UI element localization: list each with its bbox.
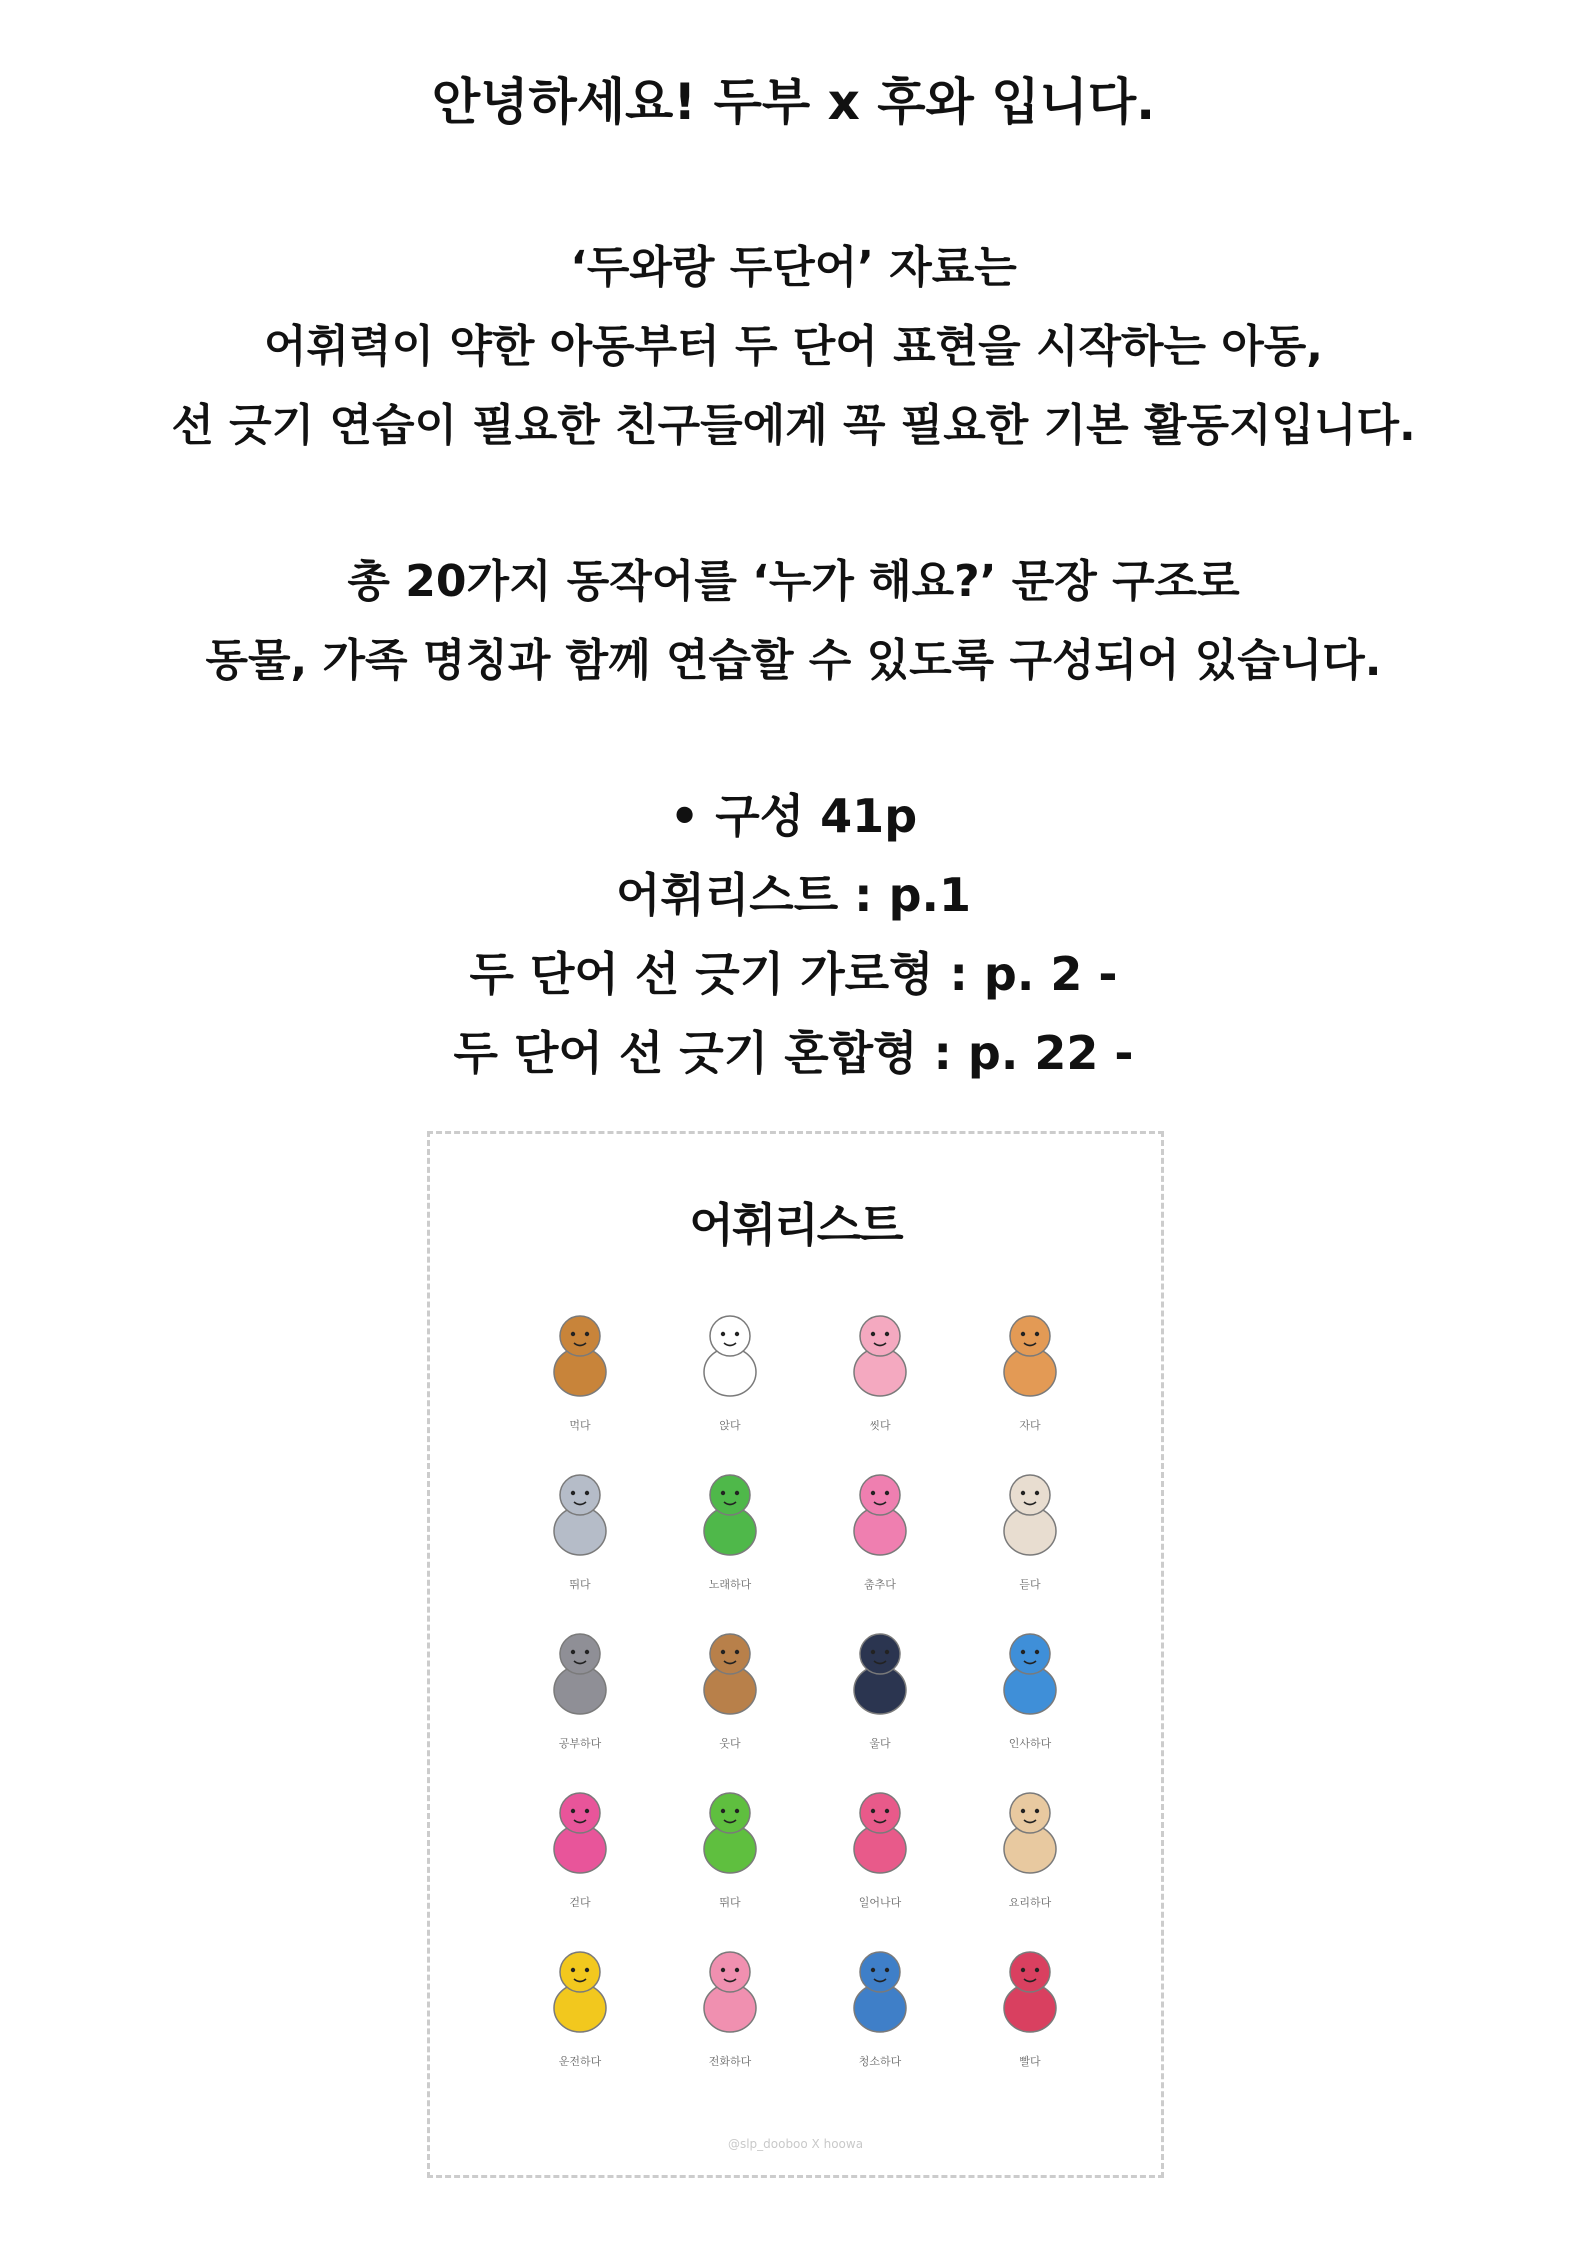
- chef-cooking-icon: [985, 1781, 1075, 1881]
- polar-bear-sitting-icon: [685, 1304, 775, 1404]
- mouse-running-icon: [535, 1463, 625, 1563]
- vocabulary-label: 노래하다: [708, 1578, 752, 1591]
- vocabulary-item: [955, 1781, 1105, 1940]
- boy-jumping-icon: [685, 1781, 775, 1881]
- hamster-sleeping-icon: [985, 1304, 1075, 1404]
- preview-title: 어휘리스트: [689, 1198, 902, 1252]
- boy-waving-icon: [985, 1622, 1075, 1722]
- koala-studying-icon: [535, 1622, 625, 1722]
- vocabulary-label: 걷다: [569, 1896, 591, 1909]
- composition-heading: • 구성 41p: [669, 789, 918, 843]
- vocabulary-label: 청소하다: [858, 2055, 902, 2068]
- woman-phoning-icon: [685, 1940, 775, 2040]
- vocabulary-label: 먹다: [569, 1419, 591, 1432]
- composition-item-1: 어휘리스트 : p.1: [615, 868, 971, 922]
- vocabulary-label: 듣다: [1019, 1578, 1041, 1591]
- man-crying-icon: [835, 1622, 925, 1722]
- vocabulary-label: 빨다: [1019, 2055, 1041, 2068]
- vocabulary-label: 전화하다: [708, 2055, 752, 2068]
- vocabulary-label: 일어나다: [858, 1896, 902, 1909]
- vocabulary-item: [505, 1463, 655, 1622]
- vocabulary-item: [805, 1781, 955, 1940]
- vocabulary-item: [955, 1940, 1105, 2099]
- frog-singing-icon: [685, 1463, 775, 1563]
- vocabulary-label: 뛰다: [569, 1578, 591, 1591]
- elephant-dancing-icon: [835, 1463, 925, 1563]
- vocabulary-label: 춤추다: [864, 1578, 896, 1591]
- greeting-heading: 안녕하세요! 두부 x 후와 입니다.: [431, 73, 1156, 131]
- vocabulary-label: 자다: [1019, 1419, 1041, 1432]
- man-cleaning-icon: [835, 1940, 925, 2040]
- vocabulary-item: [505, 1940, 655, 2099]
- vocabulary-label: 요리하다: [1008, 1896, 1052, 1909]
- squirrel-eating-icon: [535, 1304, 625, 1404]
- rabbit-washing-icon: [835, 1304, 925, 1404]
- vocabulary-label: 울다: [869, 1737, 891, 1750]
- composition-item-2: 두 단어 선 긋기 가로형 : p. 2 -: [469, 947, 1118, 1001]
- vocabulary-item: [655, 1622, 805, 1781]
- vocabulary-label: 앉다: [719, 1419, 741, 1432]
- vocabulary-label: 뛰다: [719, 1896, 741, 1909]
- vocabulary-label: 씻다: [869, 1419, 891, 1432]
- sheep-listening-icon: [985, 1463, 1075, 1563]
- vocabulary-label: 공부하다: [558, 1737, 602, 1750]
- vocabulary-item: [655, 1463, 805, 1622]
- paragraph1-line-3: 선 긋기 연습이 필요한 친구들에게 꼭 필요한 기본 활동지입니다.: [171, 400, 1416, 451]
- woman-walking-icon: [535, 1781, 625, 1881]
- taxi-driving-icon: [535, 1940, 625, 2040]
- vocabulary-list-preview: [427, 1131, 1164, 2178]
- vocabulary-item: [655, 1304, 805, 1463]
- vocabulary-item: [505, 1622, 655, 1781]
- paragraph2-line-2: 동물, 가족 명칭과 함께 연습할 수 있도록 구성되어 있습니다.: [205, 635, 1382, 686]
- vocabulary-item: [805, 1940, 955, 2099]
- vocabulary-item: [505, 1781, 655, 1940]
- vocabulary-grid: [505, 1304, 1105, 2099]
- paragraph1-line-2: 어휘력이 약한 아동부터 두 단어 표현을 시작하는 아동,: [263, 321, 1324, 372]
- vocabulary-item: [805, 1463, 955, 1622]
- vocabulary-item: [955, 1622, 1105, 1781]
- vocabulary-item: [805, 1304, 955, 1463]
- vocabulary-item: [805, 1622, 955, 1781]
- paragraph2-line-1: 총 20가지 동작어를 ‘누가 해요?’ 문장 구조로: [347, 556, 1240, 607]
- vocabulary-item: [655, 1940, 805, 2099]
- vocabulary-label: 운전하다: [558, 2055, 602, 2068]
- woman-laundry-icon: [985, 1940, 1075, 2040]
- vocabulary-item: [505, 1304, 655, 1463]
- vocabulary-item: [655, 1781, 805, 1940]
- vocabulary-item: [955, 1463, 1105, 1622]
- paragraph1-line-1: ‘두와랑 두단어’ 자료는: [570, 242, 1017, 293]
- composition-item-3: 두 단어 선 긋기 혼합형 : p. 22 -: [453, 1026, 1134, 1080]
- dog-laughing-icon: [685, 1622, 775, 1722]
- girl-waking-up-icon: [835, 1781, 925, 1881]
- vocabulary-item: [955, 1304, 1105, 1463]
- vocabulary-label: 웃다: [719, 1737, 741, 1750]
- credit-watermark: @slp_dooboo X hoowa: [727, 2137, 864, 2151]
- vocabulary-label: 인사하다: [1008, 1737, 1052, 1750]
